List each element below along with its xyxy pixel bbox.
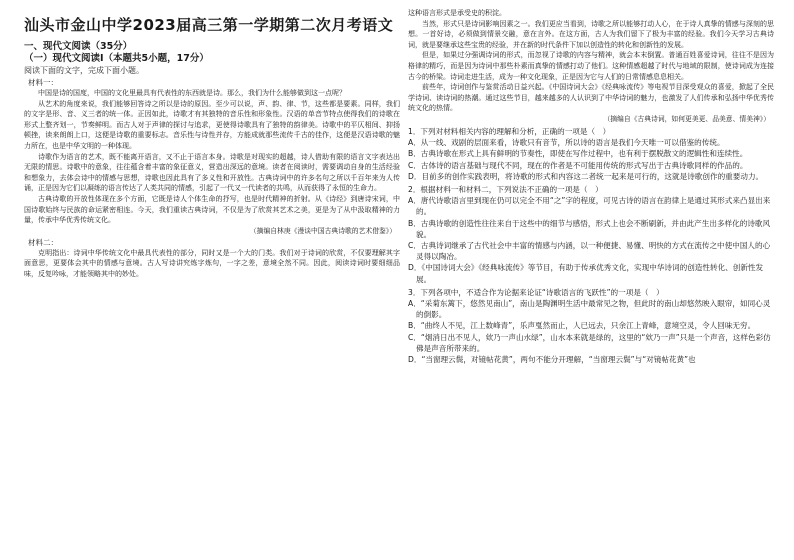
material-1-source: （摘编自林庚《漫谈中国古典诗歌的艺术借鉴》）: [249, 226, 396, 235]
reading-instruction: 阅读下面的文字，完成下面小题。: [24, 66, 144, 75]
question-3-option-c: C．“烟消日出不见人，欸乃一声山水绿”，山水本来就是绿的，这里的“欸乃一声”只是一个声音，这样色彩仿佛是声音所带来的。: [408, 332, 771, 353]
question-1-stem: 1．下列对材料相关内容的理解和分析，正确的一项是（ ）: [408, 126, 611, 136]
question-2-option-d: D．《中国诗词大会》《经典咏流传》等节目，有助于传承优秀文化，实现中华诗词的创造性转化、创新性发展。: [408, 263, 764, 284]
material-2-label: 材料二：: [28, 237, 58, 247]
question-2-option-a: A．唐代诗歌语言里到现在仍可以完全不用“之”字的程度，可见古诗的语言在韵律上是通过其形式来凸显出来的。: [408, 196, 771, 217]
question-1-option-d: D．目前多的创作实践表明，将诗歌的形式和内容这二者统一起来是可行的，这就是诗歌创作的重要动力。: [408, 171, 764, 181]
question-1-option-c: C．古体诗的语言基础与现代不同，现在的作者是不可能用传统的形式写出于古典诗歌同样的作品的。: [408, 160, 748, 170]
question-2-option-c: C．古典诗词继承了古代社会中丰富的情感与内涵，以一种便捷、易懂、明快的方式在流传之中使中国人的心灵得以陶冶。: [408, 240, 771, 262]
subsection-heading: （一）现代文阅读Ⅰ（本题共5小题，17分）: [24, 53, 209, 64]
material-2-source: （摘编自《古典诗词，如何更美更、品美意、情美神》）: [603, 114, 770, 123]
question-2-stem: 2．根据材料一和材料二，下列说法不正确的一项是（ ）: [408, 184, 603, 194]
continued-paragraph: 这种语言形式是承受史的积淀。: [408, 9, 506, 17]
material-2-paragraph: 但是，如果过分强调诗词的形式，而忽视了诗歌的内容与精神，就会本末倒置。普通百姓喜爱诗词，往往不是因为格律的精巧，而是因为诗词中那些朴素而真挚的情感打动了他们。这种情感超越了时代与地域的限制，使诗词成为连接古今的桥梁。诗词走进生活，成为一种文化现象，正是因为它与人们的日常情感息息相关。: [408, 51, 774, 81]
material-2-paragraph: 前些年，诗词创作与鉴赏活动日益兴起。《中国诗词大会》《经典咏流传》等电视节目深受观众的喜爱，掀起了全民学诗词、读诗词的热潮。通过这些节目，越来越多的人认识到了中华诗词的魅力，也激发了人们传承和弘扬中华优秀传统文化的热情。: [408, 83, 774, 113]
right-column: [408, 8, 774, 556]
question-3-option-d: D．“当窗理云鬓，对镜帖花黄”，两句不能分开理解，“当窗理云鬓”与“对镜帖花黄”也: [408, 355, 696, 364]
question-3-option-a: A．“采菊东篱下，悠然见南山”，南山是陶渊明生活中最常见之物，但此时的南山却悠然映入眼帘，如同心灵的倒影。: [408, 298, 771, 320]
section-heading: 一、现代文阅读（35分）: [24, 41, 133, 52]
material-2-paragraph: 当然，形式只是诗词影响因素之一。我们更应当看到，诗歌之所以能够打动人心，在于诗人真挚的情感与深刻的思想。一首好诗，必须做到情景交融，意在言外。在这方面，古人为我们留下了极为丰富的经验。我们今天学习古典诗词，就是要继承这些宝贵的经验，并在新的时代条件下加以创造性的转化和创新性的发展。: [408, 19, 774, 49]
question-1-option-b: B．古典诗歌在形式上具有鲜明的节奏性，即使在写作过程中，也有利于摆脱散文的逻辑性和连续性。: [408, 149, 748, 159]
question-3-option-b: B．“曲终人不见，江上数峰青”，乐声戛然而止，人已远去，只余江上青峰，意境空灵，令人回味无穷。: [408, 321, 756, 331]
exam-title: 汕头市金山中学2023届高三第一学期第二次月考语文: [24, 16, 394, 34]
material-1-paragraph: 古典诗歌的开放性体现在多个方面，它既是诗人个体生命的抒写，也是时代精神的折射。从《诗经》到唐诗宋词，中国诗歌始终与民族的命运紧密相连。今天，我们重读古典诗词，不仅是为了欣赏其艺术之美，更是为了从中汲取精神的力量，传承中华优秀传统文化。: [24, 194, 400, 225]
material-1-paragraph: 诗歌作为语言的艺术，既不能离开语言，又不止于语言本身。诗歌是对现实的超越，诗人借助有限的语言文字表达出无限的情思。诗歌中的意象，往往蕴含着丰富的象征意义，营造出深远的意境。读者在阅读时，需要调动自身的生活经验和想象力，去体会诗中的情感与思想，诗歌也因此具有了多义性和开放性。古典诗词中的许多名句之所以千百年来为人传诵，正是因为它们以凝练的语言传达了人类共同的情感，引起了一代又一代读者的共鸣，从而获得了永恒的生命力。: [24, 152, 400, 193]
material-1-paragraph: 从艺术的角度来说，我们能够回答诗之所以是诗的原因。至少可以说，声、韵、律、节，这些都是要素。同样，我们的文字是形、音、义三者的统一体。正因如此，诗歌才有其独特的音乐性和形象性。汉语的单音节特点使得我们的诗歌在形式上整齐划一，节奏鲜明。而古人对于声律的探讨与追求，更使得诗歌具有了独特的韵律美。诗歌中的平仄相间、抑扬顿挫，读来朗朗上口，这便是诗歌的重要标志。音乐性与诗性并存，方能成就那些流传千古的佳作，这便是汉语诗歌的魅力所在，也是中华文明的一种体现。: [24, 99, 400, 150]
left-column: [24, 8, 400, 556]
material-1-paragraph: 中国是诗的国度，中国的文化里最具有代表性的东西就是诗。那么，我们为什么能够做到这一点呢？: [38, 89, 346, 97]
question-1-option-a: A．从一线、戏剧的层面来看，诗歌只有音节，所以诗的语言是我们今天唯一可以借鉴的传统。: [408, 138, 725, 148]
question-2-option-b: B．古典诗歌的创造性往往来自于这些中的细节与感悟，形式上也会不断刷新，并由此产生出多样化的诗歌风貌。: [408, 218, 771, 239]
question-3-stem: 3．下列各项中，不适合作为论据来论证“诗歌语言的飞跃性”的一项是（ ）: [408, 287, 664, 297]
material-1-label: 材料一：: [28, 78, 58, 87]
material-2-paragraph: 克明指出：诗词中华传统文化中最具代表性的部分，同时又是一个大的门类。我们对于诗词的欣赏，不仅要理解其字面意思，更要体会其中的情感与意境。古人写诗讲究炼字炼句，一字之差，意境全然不同。因此，阅读诗词时要细细品味，反复吟咏，才能领略其中的妙处。: [24, 248, 400, 278]
